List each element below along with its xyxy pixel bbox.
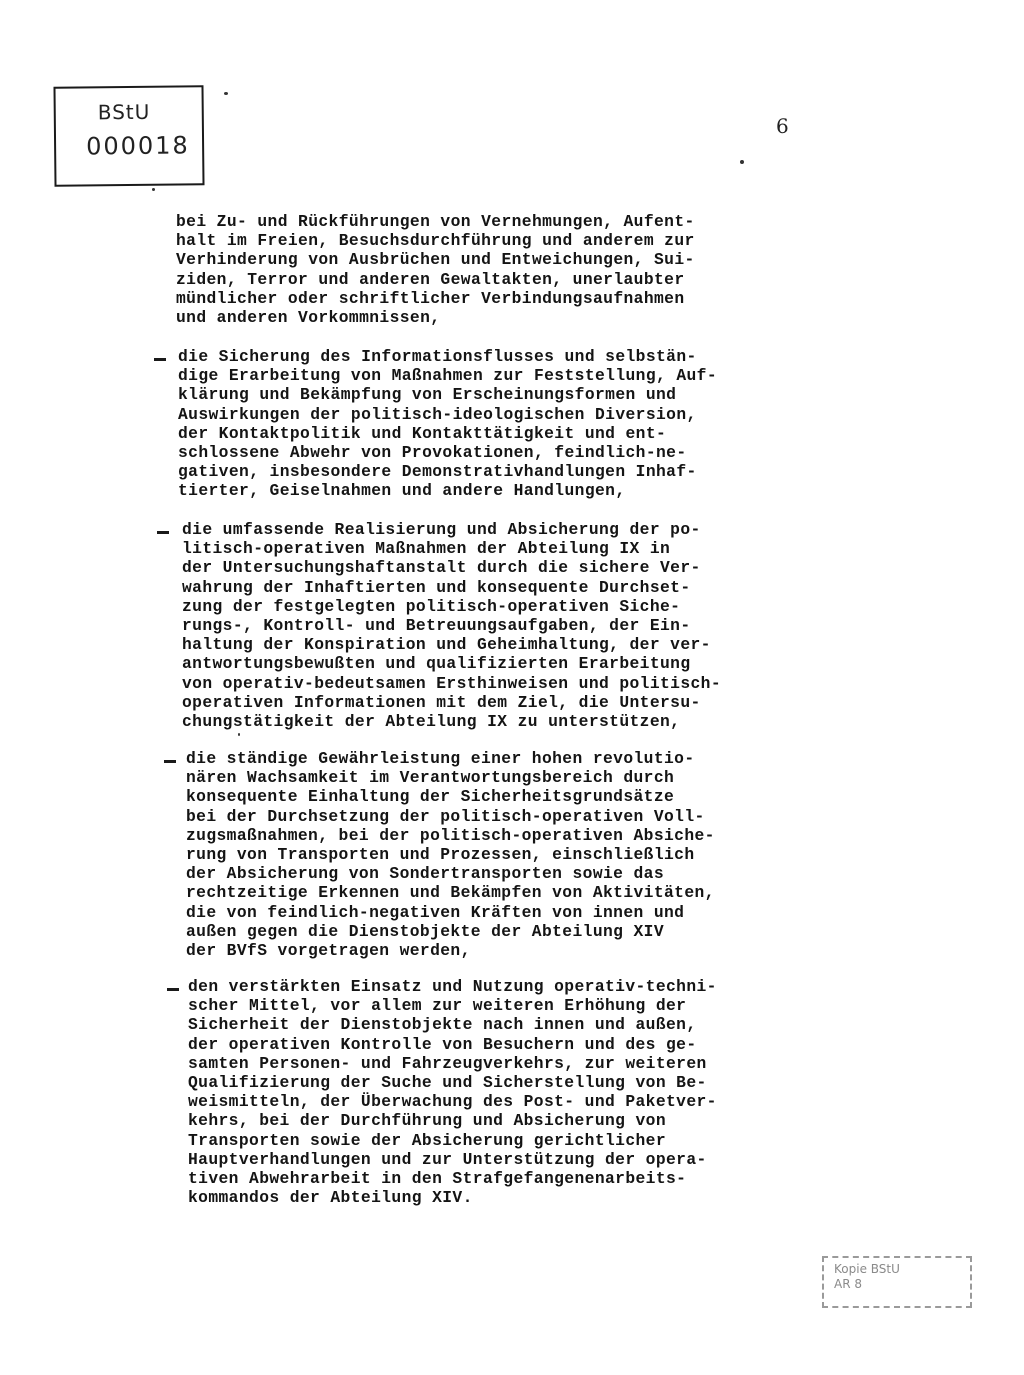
list-item-information-flow: die Sicherung des Informationsflusses und selbstän- dige Erarbeitung von Maßnahmen zur Feststellung, Auf- klärung und Bekämpfung von Erscheinungsformen und Auswirkungen der politisch-ideologischen Diversion, der Kontaktpolitik und Kontakttätigkeit und ent- schlossene Abwehr von Provokationen, feindlich-ne- gativen, insbesondere Demonstrativhandlungen Inhaf- tierter, Geiselnahmen und andere Handlungen, [178,347,718,501]
archive-stamp-line: AR 8 [834,1277,862,1291]
list-bullet-dash [157,531,169,534]
stamp-organization: BStU [97,99,151,125]
scan-speck [152,188,155,191]
list-bullet-dash [167,988,179,991]
copy-archive-stamp [822,1256,972,1308]
archive-stamp-line: Kopie BStU [834,1262,900,1276]
scan-speck [224,92,228,95]
scan-speck [740,160,744,164]
list-item-technical-means: den verstärkten Einsatz und Nutzung operativ-techni- scher Mittel, vor allem zur weiteren Erhöhung der Sicherheit der Dienstobjekte nach innen und außen, der operativen Kontrolle von Besuchern und des ge- samten Personen- und Fahrzeugverkehrs, zur weiteren Qualifizierung der Suche und Sicherstellung von Be- weismitteln, der Überwachung des Post- und Paketver- kehrs, bei der Durchführung und Absicherung von Transporten sowie der Absicherung gerichtlicher Hauptverhandlungen und zur Unterstützung der opera- tiven Abwehrarbeit in den Strafgefangenenarbeits- kommandos der Abteilung XIV. [188,977,717,1208]
list-item-vigilance: die ständige Gewährleistung einer hohen revolutio- nären Wachsamkeit im Verantwortungsbereich durch konsequente Einhaltung der Sicherheitsgrundsätze bei der Durchsetzung der politisch-operativen Voll- zugsmaßnahmen, bei der politisch-operativen Absiche- rung von Transporten und Prozessen, einschließlich der Absicherung von Sondertransporten sowie das rechtzeitige Erkennen und Bekämpfen von Aktivitäten, die von feindlich-negativen Kräften von innen und außen gegen die Dienstobjekte der Abteilung XIV der BVfS vorgetragen werden, [186,749,715,961]
paragraph-continuation: bei Zu- und Rückführungen von Vernehmungen, Aufent- halt im Freien, Besuchsdurchführung und anderem zur Verhinderung von Ausbrüchen und Entweichungen, Sui- ziden, Terror und anderen Gewaltakten, unerlaubter mündlicher oder schriftlicher Verbindungsaufnahmen und anderen Vorkommnissen, [176,212,695,328]
archive-reference-stamp [53,85,204,187]
stamp-document-number: 000018 [85,131,190,161]
page-number: 6 [776,114,789,138]
list-bullet-dash [154,358,166,361]
scan-speck [238,733,240,736]
list-bullet-dash [164,760,176,763]
list-item-realization: die umfassende Realisierung und Absicherung der po- litisch-operativen Maßnahmen der Abteilung IX in der Untersuchungshaftanstalt durch die sichere Ver- wahrung der Inhaftierten und konsequente Durchset- zung der festgelegten politisch-operativen Siche- rungs-, Kontroll- und Betreuungsaufgaben, der Ein- haltung der Konspiration und Geheimhaltung, der ver- antwortungsbewußten und qualifizierten Erarbeitung von operativ-bedeutsamen Ersthinweisen und politisch- operativen Informationen mit dem Ziel, die Untersu- chungstätigkeit der Abteilung IX zu unterstützen, [182,520,722,732]
